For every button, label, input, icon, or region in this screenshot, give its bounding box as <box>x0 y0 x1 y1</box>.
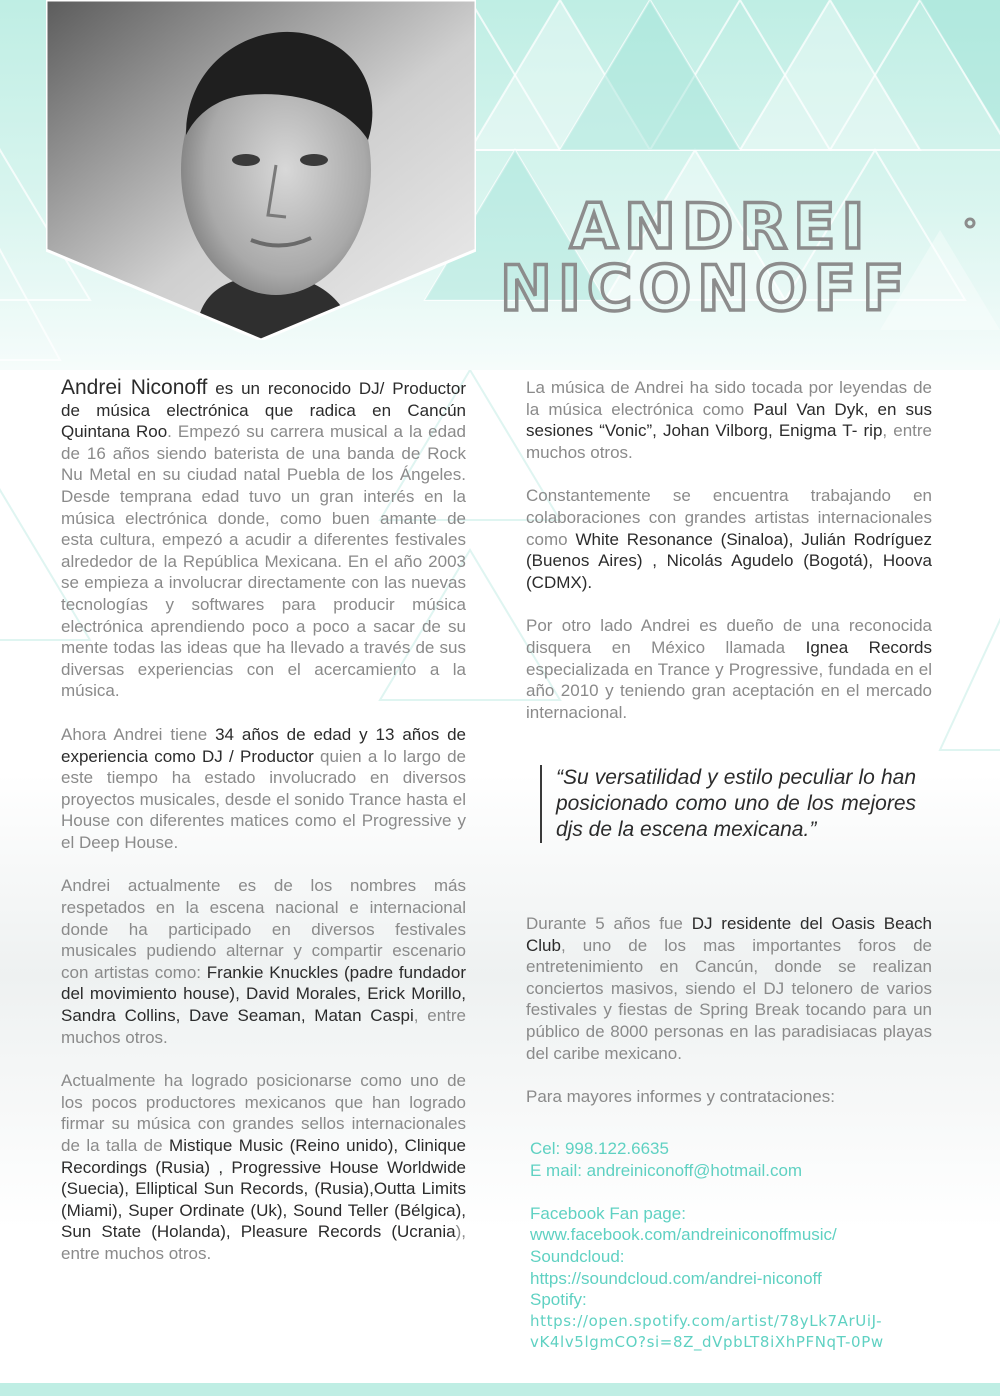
bio-paragraph-labels <box>61 1070 466 1264</box>
header-banner <box>0 0 1000 370</box>
portrait-photo <box>46 0 476 340</box>
andrei-niconoff-logo <box>490 190 990 320</box>
text-run: Andrei actualmente es de los nombres más respetados en la escena nacional e internacional donde ha participado en diversos festivales musicales pudiendo alternar y compartir escenario con artistas como: <box>61 876 466 982</box>
text-run: Andrei Niconoff <box>61 376 208 399</box>
text-run: especializada en Trance y Progressive, fundada en el año 2010 y teniendo gran aceptación en el mercado internacional. <box>526 659 932 722</box>
text-run: es un reconocido DJ/ Productor de música electrónica que radica en Cancún Quintana Roo <box>61 379 466 442</box>
bio-paragraph-legends <box>526 377 932 463</box>
text-run: Constantemente se encuentra trabajando en colaboraciones con grandes artistas internacionales como <box>526 486 932 549</box>
text-run: Frankie Knuckles (padre fundador del movimiento house), David Morales, Erick Morillo, Sandra Collins, Dave Seaman, Matan Caspi <box>61 962 467 1026</box>
spotify-link-line2[interactable]: vK4lv5lgmCO?si=8Z_dVpbLT8iXhPFNqT-0Pw <box>530 1333 884 1352</box>
contact-intro: Para mayores informes y contrataciones: <box>526 1087 835 1107</box>
text-run: White Resonance (Sinaloa), Julián Rodríguez (Buenos Aires) , Nicolás Agudelo (Bogotá), Hoova (CDMX). <box>526 529 933 592</box>
svg-text:NICONOFF: NICONOFF <box>500 252 911 320</box>
text-run: , uno de los mas importantes foros de entretenimiento en Cancún, donde se realizan conciertos masivos, siendo el DJ telonero de varios festivales y fiestas de Spring Break tocando para un público de 8000 personas en las paradisiacas playas del caribe mexicano. <box>526 935 932 1063</box>
text-run: Actualmente ha logrado posicionarse como uno de los pocos productores mexicanos que han logrado firmar su música con grandes sellos internacionales de la talla de <box>61 1071 466 1155</box>
bio-paragraph-experience <box>61 724 466 854</box>
bio-paragraph-collaborations <box>526 485 932 593</box>
svg-text:ANDREI: ANDREI <box>570 190 871 263</box>
soundcloud-link[interactable]: https://soundcloud.com/andrei-niconoff <box>530 1268 822 1288</box>
bio-paragraph-intro <box>61 377 466 702</box>
bio-paragraph-residency <box>526 913 932 1064</box>
text-run: DJ residente del Oasis Beach Club <box>526 914 932 955</box>
soundcloud-label: Soundcloud: <box>530 1246 625 1266</box>
text-run: , entre muchos otros. <box>61 1006 466 1047</box>
bio-paragraph-record-label <box>526 615 932 723</box>
spotify-label: Spotify: <box>530 1290 587 1310</box>
right-column-lower <box>526 913 932 1108</box>
text-run: La música de Andrei ha sido tocada por leyendas de la música electrónica como <box>526 378 932 419</box>
right-column <box>526 377 932 723</box>
text-run: Paul Van Dyk, en sus sesiones “Vonic”, Johan Vilborg, Enigma T- rip <box>526 399 932 441</box>
text-run: , entre muchos otros. <box>526 421 932 462</box>
text-run: quien a lo largo de este tiempo ha estado involucrado en diversos proyectos musicales, desde el sonido Trance hasta el House con diferentes matices como el Progressive y el Deep House. <box>61 746 466 852</box>
bottom-accent-bar <box>0 1383 1000 1396</box>
contact-block <box>530 1138 970 1354</box>
left-column <box>61 377 466 1265</box>
pull-quote: “Su versatilidad y estilo peculiar lo han posicionado como uno de los mejores djs de la escena mexicana.” <box>540 765 916 843</box>
contact-phone: Cel: 998.122.6635 <box>530 1139 669 1158</box>
text-run: Durante 5 años fue <box>526 914 692 933</box>
text-run: ), entre muchos otros. <box>61 1222 466 1263</box>
text-run: 34 años de edad y 13 años de experiencia como DJ / Productor <box>61 724 466 766</box>
bio-paragraph-festivals <box>61 875 466 1048</box>
spotify-link-line1[interactable]: https://open.spotify.com/artist/78yLk7ArUiJ- <box>530 1311 883 1330</box>
facebook-link[interactable]: www.facebook.com/andreiniconoffmusic/ <box>530 1225 837 1245</box>
text-run: Ahora Andrei tiene <box>61 724 216 744</box>
text-run: Ignea Records <box>805 637 932 657</box>
text-run: Por otro lado Andrei es dueño de una reconocida disquera en México llamada <box>526 616 932 657</box>
contact-email[interactable]: E mail: andreiniconoff@hotmail.com <box>530 1160 803 1180</box>
text-run: Mistique Music (Reino unido), Clinique Recordings (Rusia) , Progressive House Worldwide (Suecia), Elliptical Sun Records, (Rusia),Outta Limits (Miami), Super Ordinate (Uk), Sound Teller (Bélgica), Sun State (Holanda), Pleasure Records (Ucrania <box>61 1136 466 1242</box>
facebook-label: Facebook Fan page: <box>530 1203 686 1223</box>
text-run: . Empezó su carrera musical a la edad de 16 años siendo baterista de una banda de Rock Nu Metal en su ciudad natal Puebla de los Ángeles. Desde temprana edad tuvo un gran interés en la música electrónica donde, como buen amante de esta cultura, empezó a acudir a diferentes festivales alrededor de la República Mexicana. En el año 2003 se empieza a involucrar directamente con las nuevas tecnologías y softwares para producir música electrónica aprendiendo poco a poco a sacar de su mente todas las ideas que ha llevado a través de sus diversas experiencias con el acercamiento a la música. <box>61 422 466 701</box>
